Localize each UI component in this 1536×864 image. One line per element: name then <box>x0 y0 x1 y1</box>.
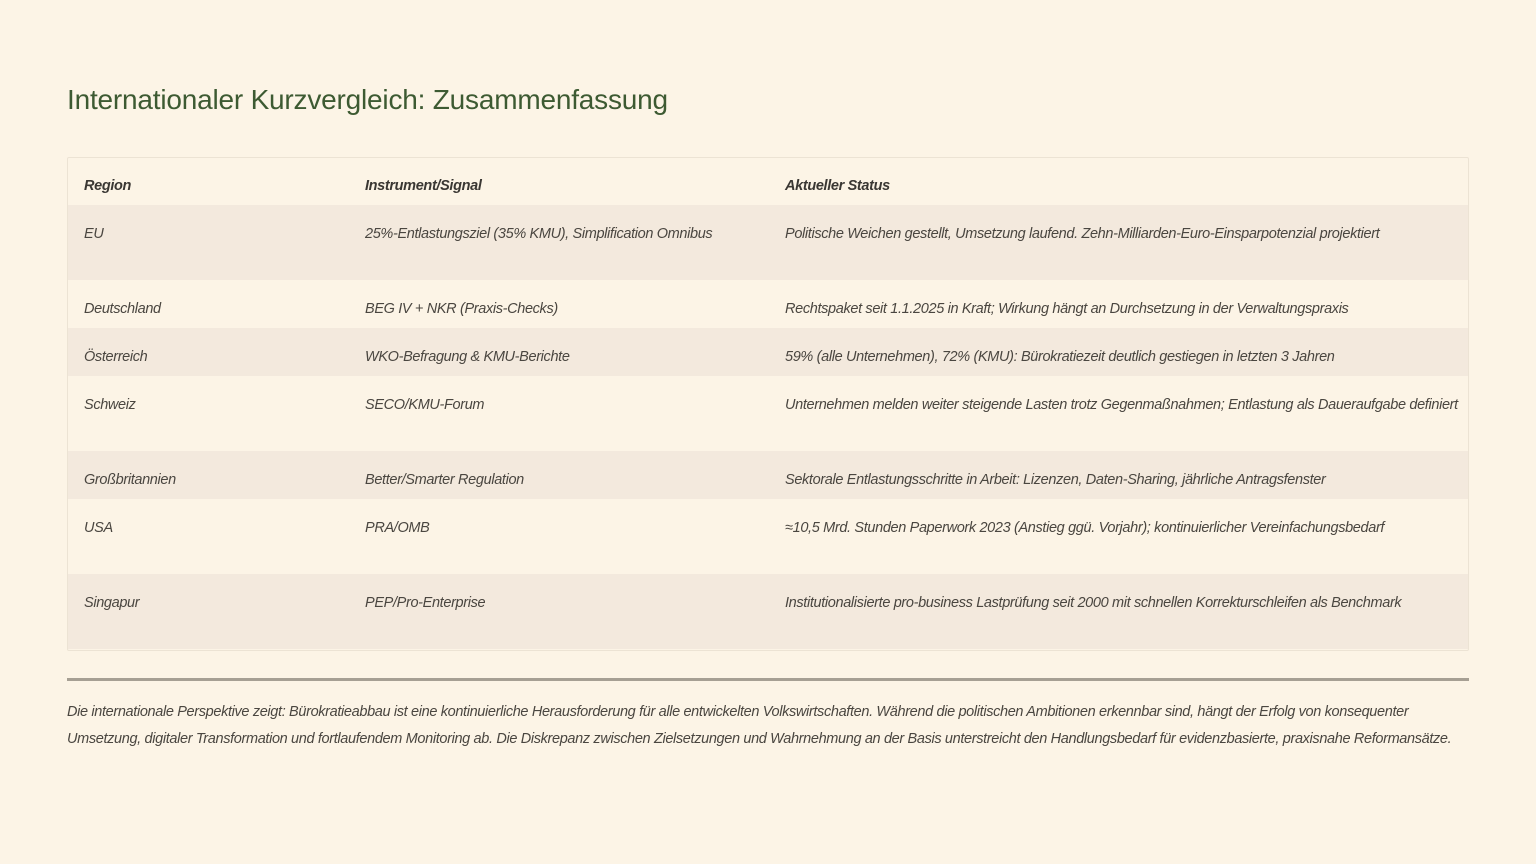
summary-text: Die internationale Perspektive zeigt: Bürokratieabbau ist eine kontinuierliche Herausforderung für alle entwickelten Volkswirtschaften. Während die politischen Ambitionen erkennbar sind, hängt der Erfolg von konsequenter Umsetzung, digitaler Transformation und fortlaufendem Monitoring ab. Die Diskrepanz zwischen Zielsetzungen und Wahrnehmung an der Basis unterstreicht den Handlungsbedarf für evidenzbasierte, praxisnahe Reformansätze. <box>67 704 1452 747</box>
cell-region: Österreich <box>68 328 349 376</box>
cell-region: Großbritannien <box>68 451 349 499</box>
table-row <box>68 280 1468 328</box>
page-title: Internationaler Kurzvergleich: Zusammenfassung <box>67 84 668 115</box>
table-row <box>68 451 1468 499</box>
divider <box>67 678 1469 681</box>
table-row <box>68 376 1468 451</box>
cell-region: EU <box>68 205 349 280</box>
cell-region: Deutschland <box>84 301 161 317</box>
cell-status: 59% (alle Unternehmen), 72% (KMU): Bürokratiezeit deutlich gestiegen in letzten 3 Jahren <box>769 328 1468 376</box>
cell-instrument: PEP/Pro-Enterprise <box>349 574 769 649</box>
cell-region: Schweiz <box>84 397 136 413</box>
cell-status: Unternehmen melden weiter steigende Lasten trotz Gegenmaßnahmen; Entlastung als Daueraufgabe definiert <box>785 397 1458 413</box>
cell-instrument: WKO-Befragung & KMU-Berichte <box>349 328 769 376</box>
table-row <box>68 328 1468 376</box>
table-row <box>68 574 1468 649</box>
comparison-table-grid <box>68 158 1468 649</box>
cell-status: Institutionalisierte pro-business Lastprüfung seit 2000 mit schnellen Korrekturschleifen als Benchmark <box>769 574 1468 649</box>
cell-instrument: 25%-Entlastungsziel (35% KMU), Simplification Omnibus <box>349 205 769 280</box>
cell-status: Rechtspaket seit 1.1.2025 in Kraft; Wirkung hängt an Durchsetzung in der Verwaltungspraxis <box>785 301 1349 317</box>
table-row <box>68 205 1468 280</box>
cell-status: ≈10,5 Mrd. Stunden Paperwork 2023 (Anstieg ggü. Vorjahr); kontinuierlicher Vereinfachungsbedarf <box>785 520 1385 536</box>
cell-status: Sektorale Entlastungsschritte in Arbeit: Lizenzen, Daten-Sharing, jährliche Antragsfenster <box>769 451 1468 499</box>
header-status: Aktueller Status <box>785 178 890 194</box>
cell-instrument: PRA/OMB <box>365 520 430 536</box>
cell-instrument: BEG IV + NKR (Praxis-Checks) <box>365 301 558 317</box>
cell-region: Singapur <box>68 574 349 649</box>
header-region: Region <box>84 178 132 194</box>
cell-instrument: SECO/KMU-Forum <box>365 397 485 413</box>
header-instrument: Instrument/Signal <box>365 178 482 194</box>
cell-instrument: Better/Smarter Regulation <box>349 451 769 499</box>
comparison-table <box>67 157 1469 651</box>
table-row <box>68 499 1468 574</box>
cell-status: Politische Weichen gestellt, Umsetzung laufend. Zehn-Milliarden-Euro-Einsparpotenzial projektiert <box>769 205 1468 280</box>
cell-region: USA <box>84 520 113 536</box>
table-header-row <box>68 158 1468 205</box>
